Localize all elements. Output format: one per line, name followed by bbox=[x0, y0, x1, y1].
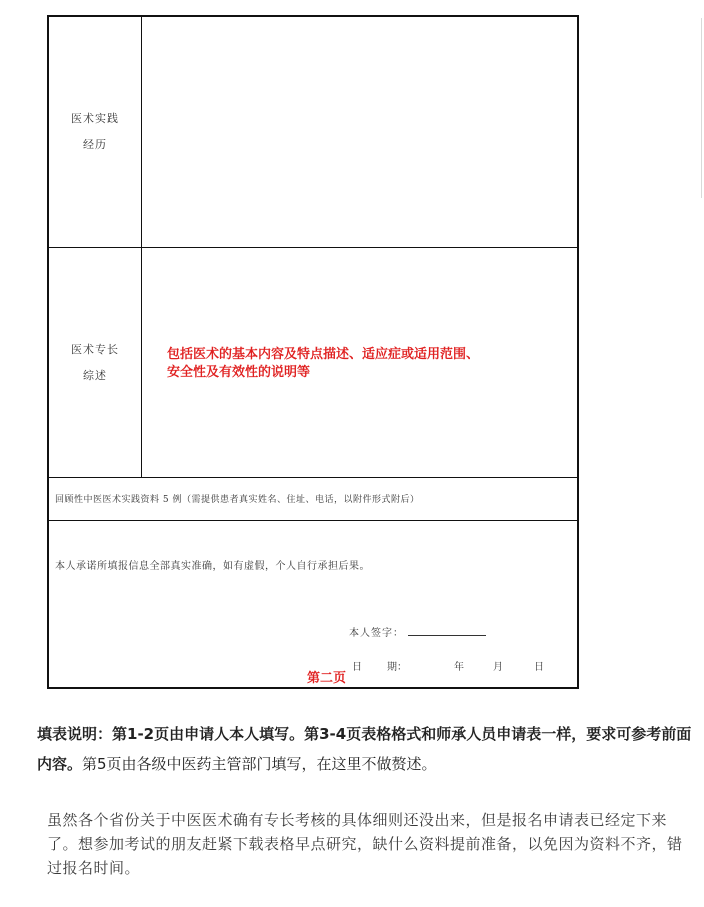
date-year: 年 bbox=[454, 662, 464, 673]
expertise-note-line1: 包括医术的基本内容及特点描述、适应症或适用范围、 bbox=[167, 347, 480, 362]
expertise-summary-field[interactable] bbox=[142, 248, 577, 477]
practice-experience-label-line2: 经历 bbox=[83, 138, 107, 151]
practice-experience-row bbox=[49, 17, 577, 248]
expertise-instruction-note bbox=[167, 346, 547, 382]
expertise-summary-label-line1: 医术专长 bbox=[71, 342, 119, 356]
date-month: 月 bbox=[493, 662, 503, 673]
expertise-note-line2: 安全性及有效性的说明等 bbox=[167, 365, 311, 380]
declaration-text: 本人承诺所填报信息全部真实准确，如有虚假，个人自行承担后果。 bbox=[55, 561, 370, 572]
practice-experience-label bbox=[49, 17, 142, 247]
expertise-summary-label-line2: 综述 bbox=[83, 368, 107, 382]
page-number-tag: 第二页 bbox=[307, 671, 347, 686]
expertise-summary-label bbox=[49, 248, 142, 477]
declaration-row bbox=[49, 521, 577, 687]
fill-instructions-bold: 填表说明：第1-2页由申请人本人填写。第3-4页表格格式和师承人员申请表一样，要求可参考前面内容。 bbox=[37, 725, 692, 773]
fill-instructions-normal: 第5页由各级中医药主管部门填写，在这里不做赘述。 bbox=[82, 755, 437, 773]
article-paragraph: 虽然各个省份关于中医医术确有专长考核的具体细则还没出来，但是报名申请表已经定下来了。想参加考试的朋友赶紧下载表格早点研究，缺什么资料提前准备，以免因为资料不齐，错过报名时间。 bbox=[47, 811, 683, 877]
fill-instructions bbox=[37, 719, 697, 779]
signature-line[interactable] bbox=[408, 625, 486, 636]
date-label-ri: 日 bbox=[352, 662, 362, 673]
signature-label: 本人签字： bbox=[349, 628, 404, 639]
practice-experience-label-line1: 医术实践 bbox=[71, 112, 119, 125]
side-divider bbox=[701, 18, 702, 198]
application-form-page bbox=[47, 15, 579, 689]
case-materials-row bbox=[49, 478, 577, 521]
date-day: 日 bbox=[534, 662, 544, 673]
case-materials-text: 回顾性中医医术实践资料 5 例（需提供患者真实姓名、住址、电话，以附件形式附后） bbox=[55, 495, 420, 505]
expertise-summary-row bbox=[49, 248, 577, 478]
date-label-qi: 期： bbox=[387, 662, 407, 673]
signature-field[interactable] bbox=[349, 624, 486, 639]
practice-experience-field[interactable] bbox=[142, 17, 577, 247]
